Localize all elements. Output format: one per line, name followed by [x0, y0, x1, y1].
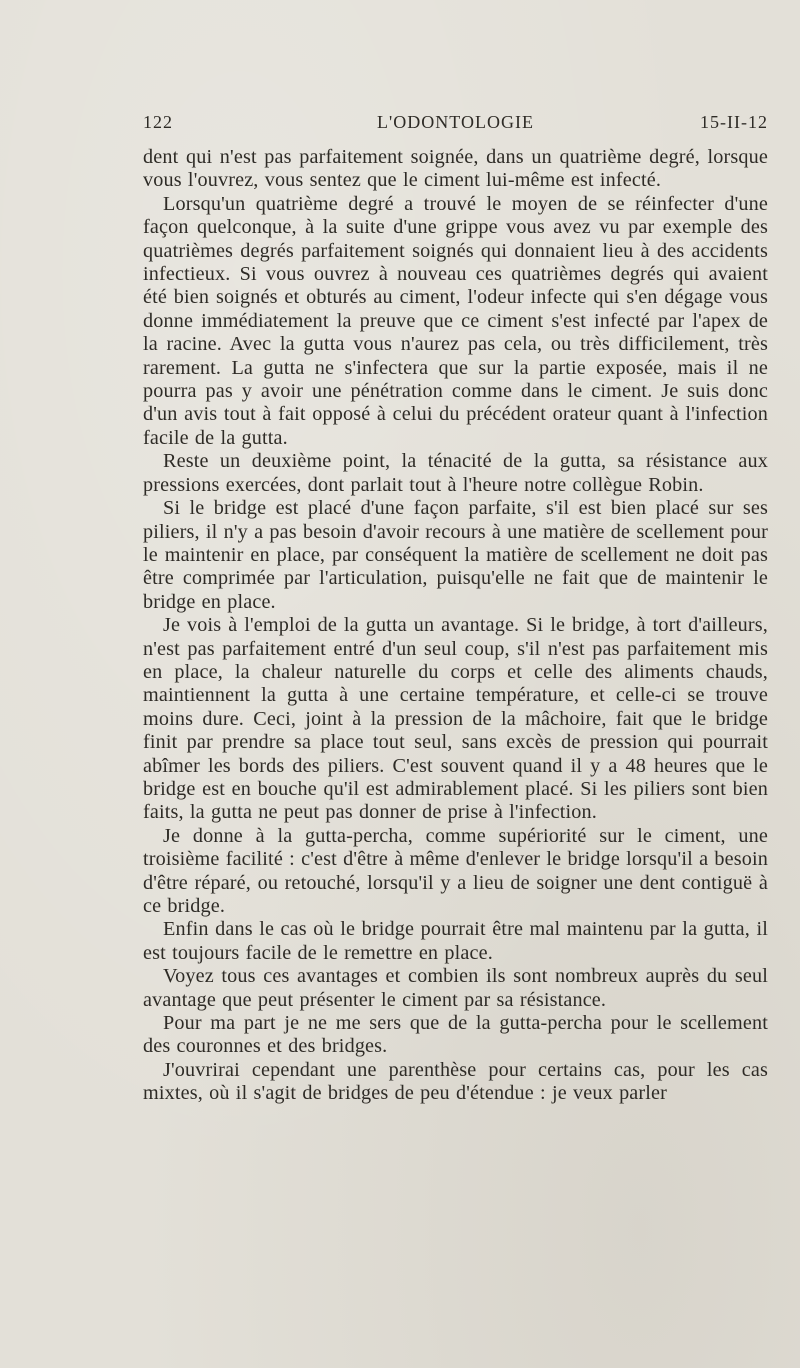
paragraph: Si le bridge est placé d'une façon parfaite, s'il est bien placé sur ses piliers, il n'y a pas besoin d'avoir recours à une matière de scellement pour le maintenir en place, par conséquent la matière de scellement ne doit pas être comprimée par l'articulation, puisqu'elle ne fait que de maintenir le bridge en place. [143, 497, 768, 613]
running-head [143, 112, 768, 138]
paragraph: Pour ma part je ne me sers que de la gutta-percha pour le scellement des couronnes et des bridges. [143, 1012, 768, 1058]
paragraph: Lorsqu'un quatrième degré a trouvé le moyen de se réinfecter d'une façon quelconque, à la suite d'une grippe vous avez vu par exemple des quatrièmes degrés parfaitement soignés qui donnaient lieu à des accidents infectieux. Si vous ouvrez à nouveau ces quatrièmes degrés qui avaient été bien soignés et obturés au ciment, l'odeur infecte qui s'en dégage vous donne immédiatement la preuve que ce ciment s'est infecté par l'apex de la racine. Avec la gutta vous n'aurez pas cela, ou très difficilement, très rarement. La gutta ne s'infectera que sur la partie exposée, mais il ne pourra pas y avoir une pénétration comme dans le ciment. Je suis donc d'un avis tout à fait opposé à celui du précédent orateur quant à l'infection facile de la gutta. [143, 192, 768, 449]
paragraph: dent qui n'est pas parfaitement soignée, dans un quatrième degré, lorsque vous l'ouvrez, vous sentez que le ciment lui-même est infecté. [143, 146, 768, 192]
paragraph: Je donne à la gutta-percha, comme supériorité sur le ciment, une troisième facilité : c'est d'être à même d'enlever le bridge lorsqu'il a besoin d'être réparé, ou retouché, lorsqu'il y a lieu de soigner une dent contiguë à ce bridge. [143, 824, 768, 917]
paragraph: J'ouvrirai cependant une parenthèse pour certains cas, pour les cas mixtes, où il s'agit de bridges de peu d'étendue : je veux parler [143, 1058, 768, 1105]
journal-title: L'ODONTOLOGIE [377, 112, 534, 132]
issue-date: 15-II-12 [700, 112, 768, 132]
page-number: 122 [143, 112, 173, 132]
body-text [143, 146, 768, 1106]
paragraph: Je vois à l'emploi de la gutta un avantage. Si le bridge, à tort d'ailleurs, n'est pas parfaitement entré d'un seul coup, s'il n'est pas parfaitement mis en place, la chaleur naturelle du corps et celle des aliments chauds, maintiennent la gutta à une certaine température, et celle-ci se trouve moins dure. Ceci, joint à la pression de la mâchoire, fait que le bridge finit par prendre sa place tout seul, sans excès de pression qui pourrait abîmer les bords des piliers. C'est souvent quand il y a 48 heures que le bridge est en bouche qu'il est admirablement placé. Si les piliers sont bien faits, la gutta ne peut pas donner de prise à l'infection. [143, 614, 768, 824]
paragraph: Reste un deuxième point, la ténacité de la gutta, sa résistance aux pressions exercées, dont parlait tout à l'heure notre collègue Robin. [143, 450, 768, 496]
paragraph: Voyez tous ces avantages et combien ils sont nombreux auprès du seul avantage que peut présenter le ciment par sa résistance. [143, 965, 768, 1011]
paragraph: Enfin dans le cas où le bridge pourrait être mal maintenu par la gutta, il est toujours facile de le remettre en place. [143, 918, 768, 964]
